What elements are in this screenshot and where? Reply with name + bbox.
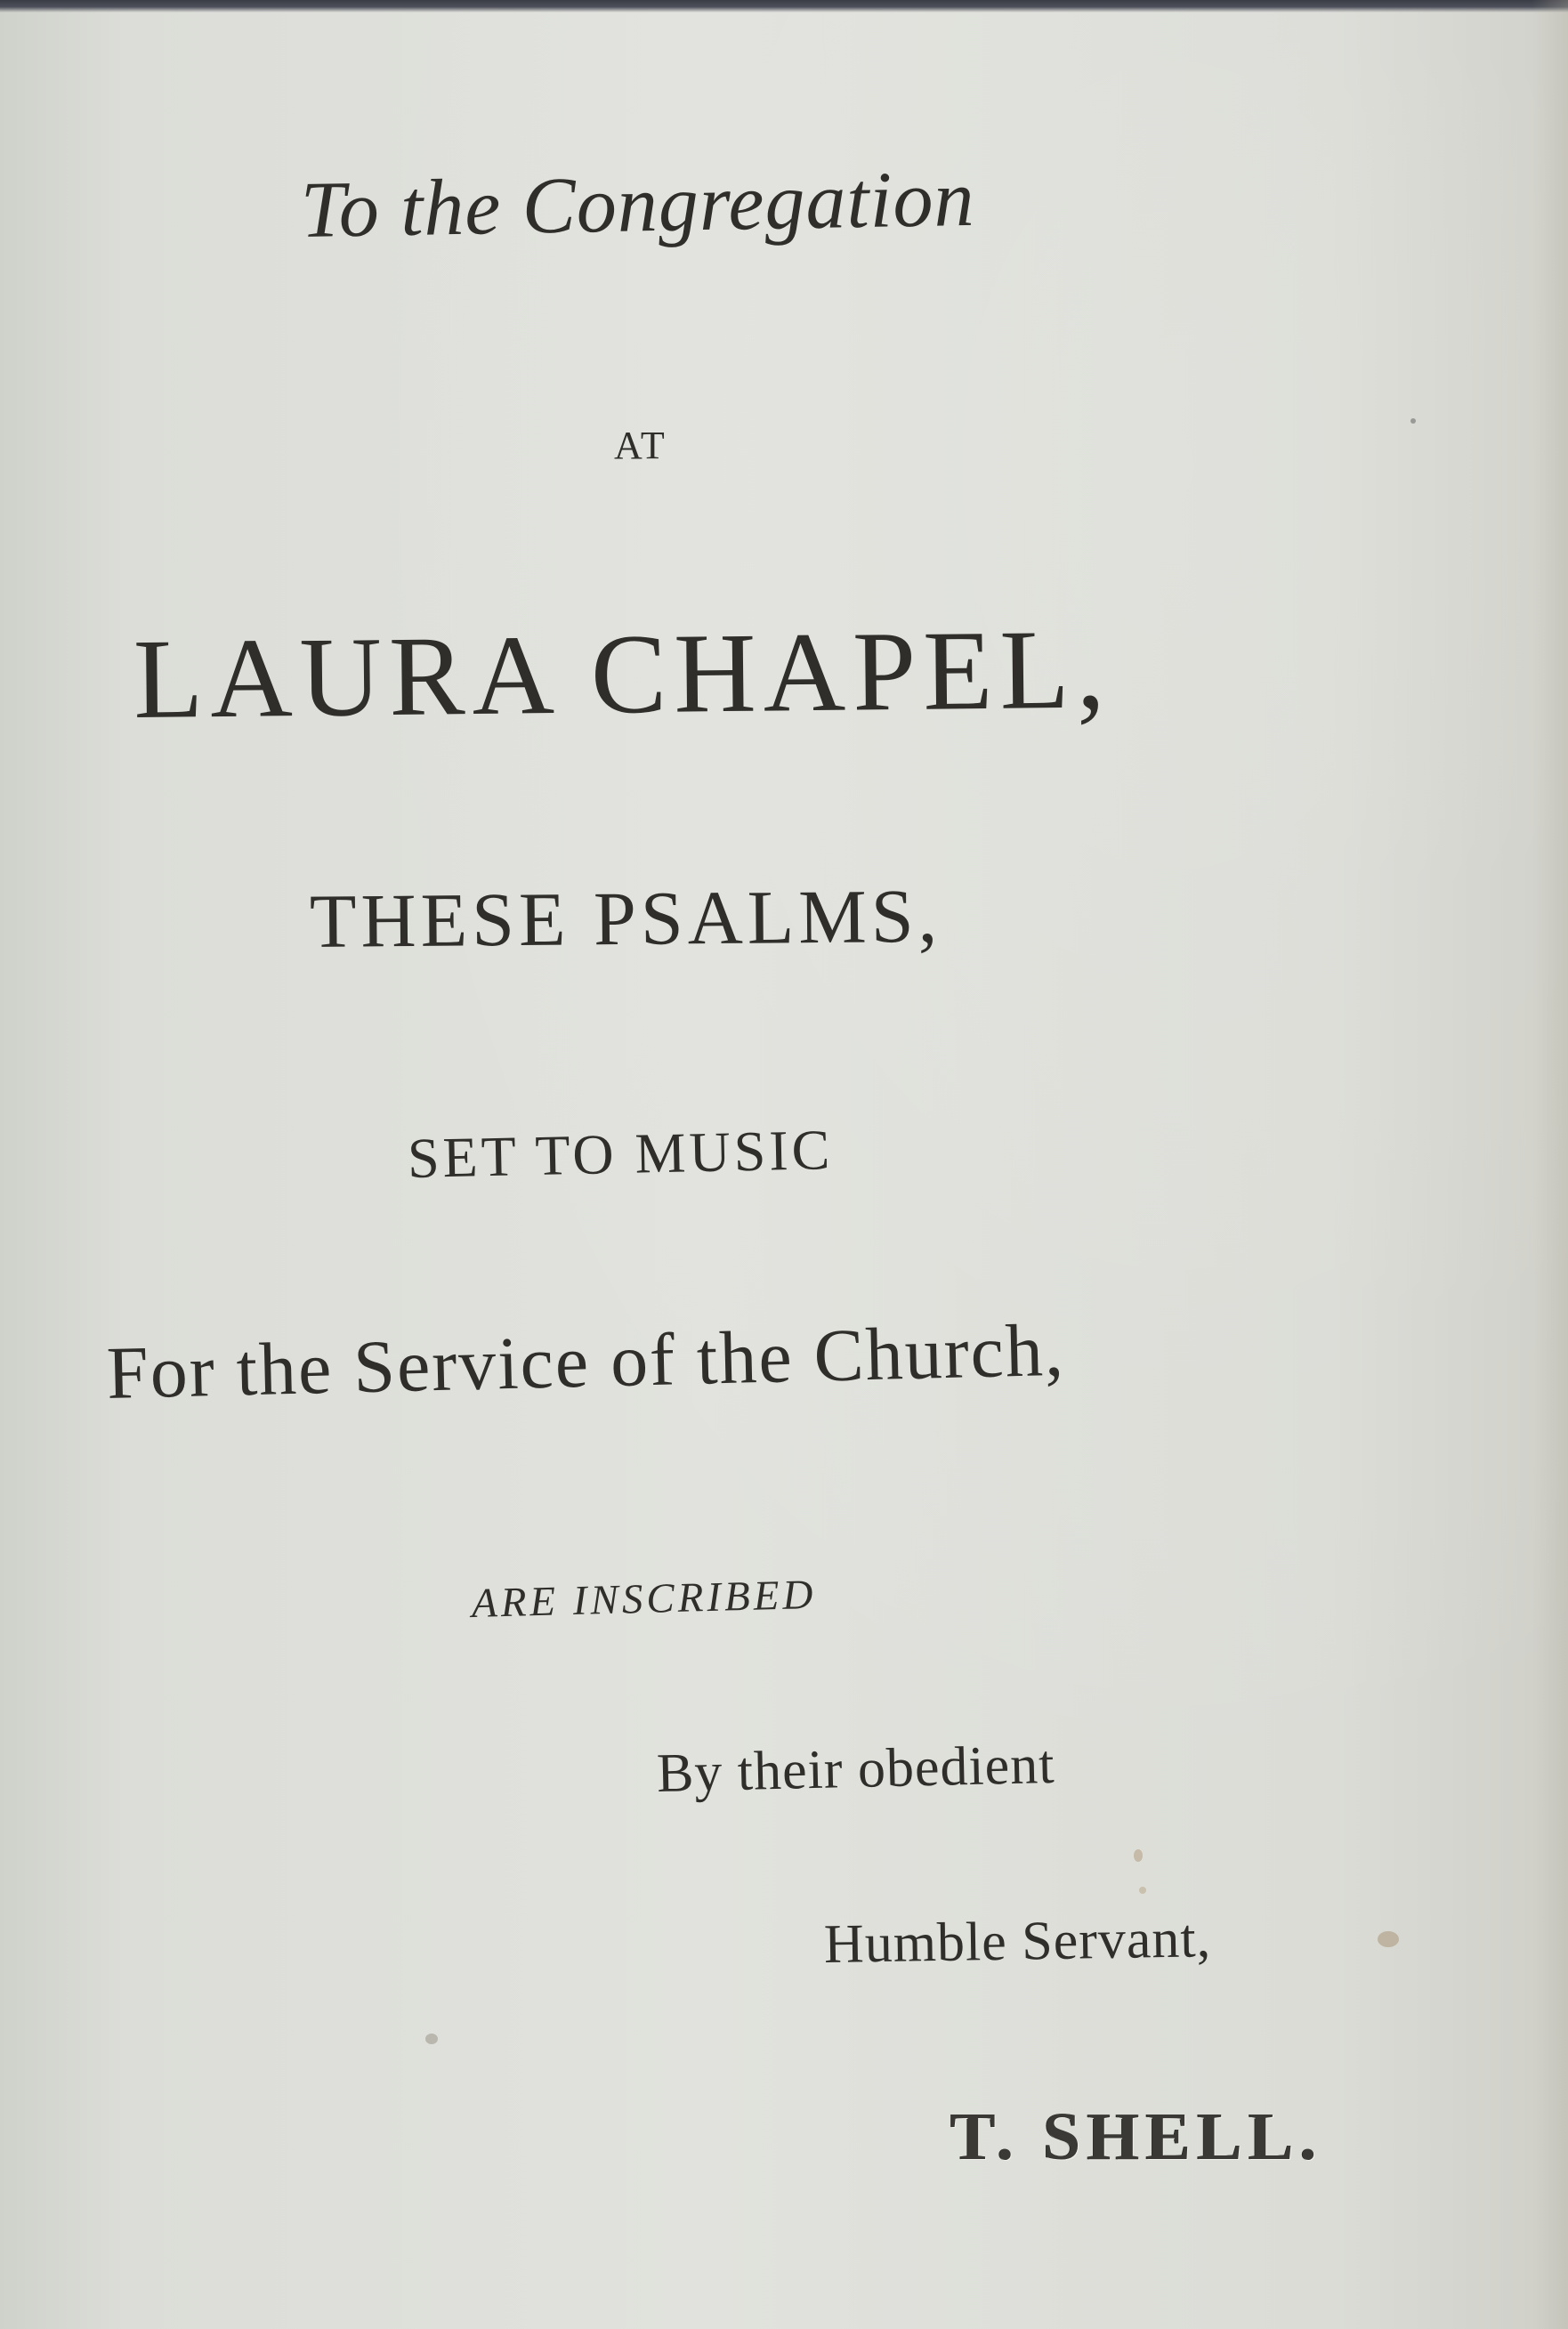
foxing-spot [425,2034,438,2044]
foxing-spot [1139,1887,1146,1894]
music-line: SET TO MUSIC [407,1117,834,1190]
at-line: AT [614,424,667,467]
chapel-title: LAURA CHAPEL, [133,605,1113,742]
page-right-edge [1532,0,1568,2329]
foxing-spot [1378,1931,1399,1947]
service-line: For the Service of the Church, [105,1308,1066,1415]
foxing-spot [1134,1849,1143,1862]
psalms-line: THESE PSALMS, [309,872,942,964]
foxing-spot [1410,418,1416,424]
signature-line: T. SHELL. [950,2099,1323,2174]
servant-line: Humble Servant, [823,1908,1212,1975]
obedient-line: By their obedient [656,1734,1056,1804]
dedication-line: To the Congregation [300,154,976,255]
inscribed-line: ARE INSCRIBED [471,1571,818,1627]
page-top-edge [0,0,1568,12]
